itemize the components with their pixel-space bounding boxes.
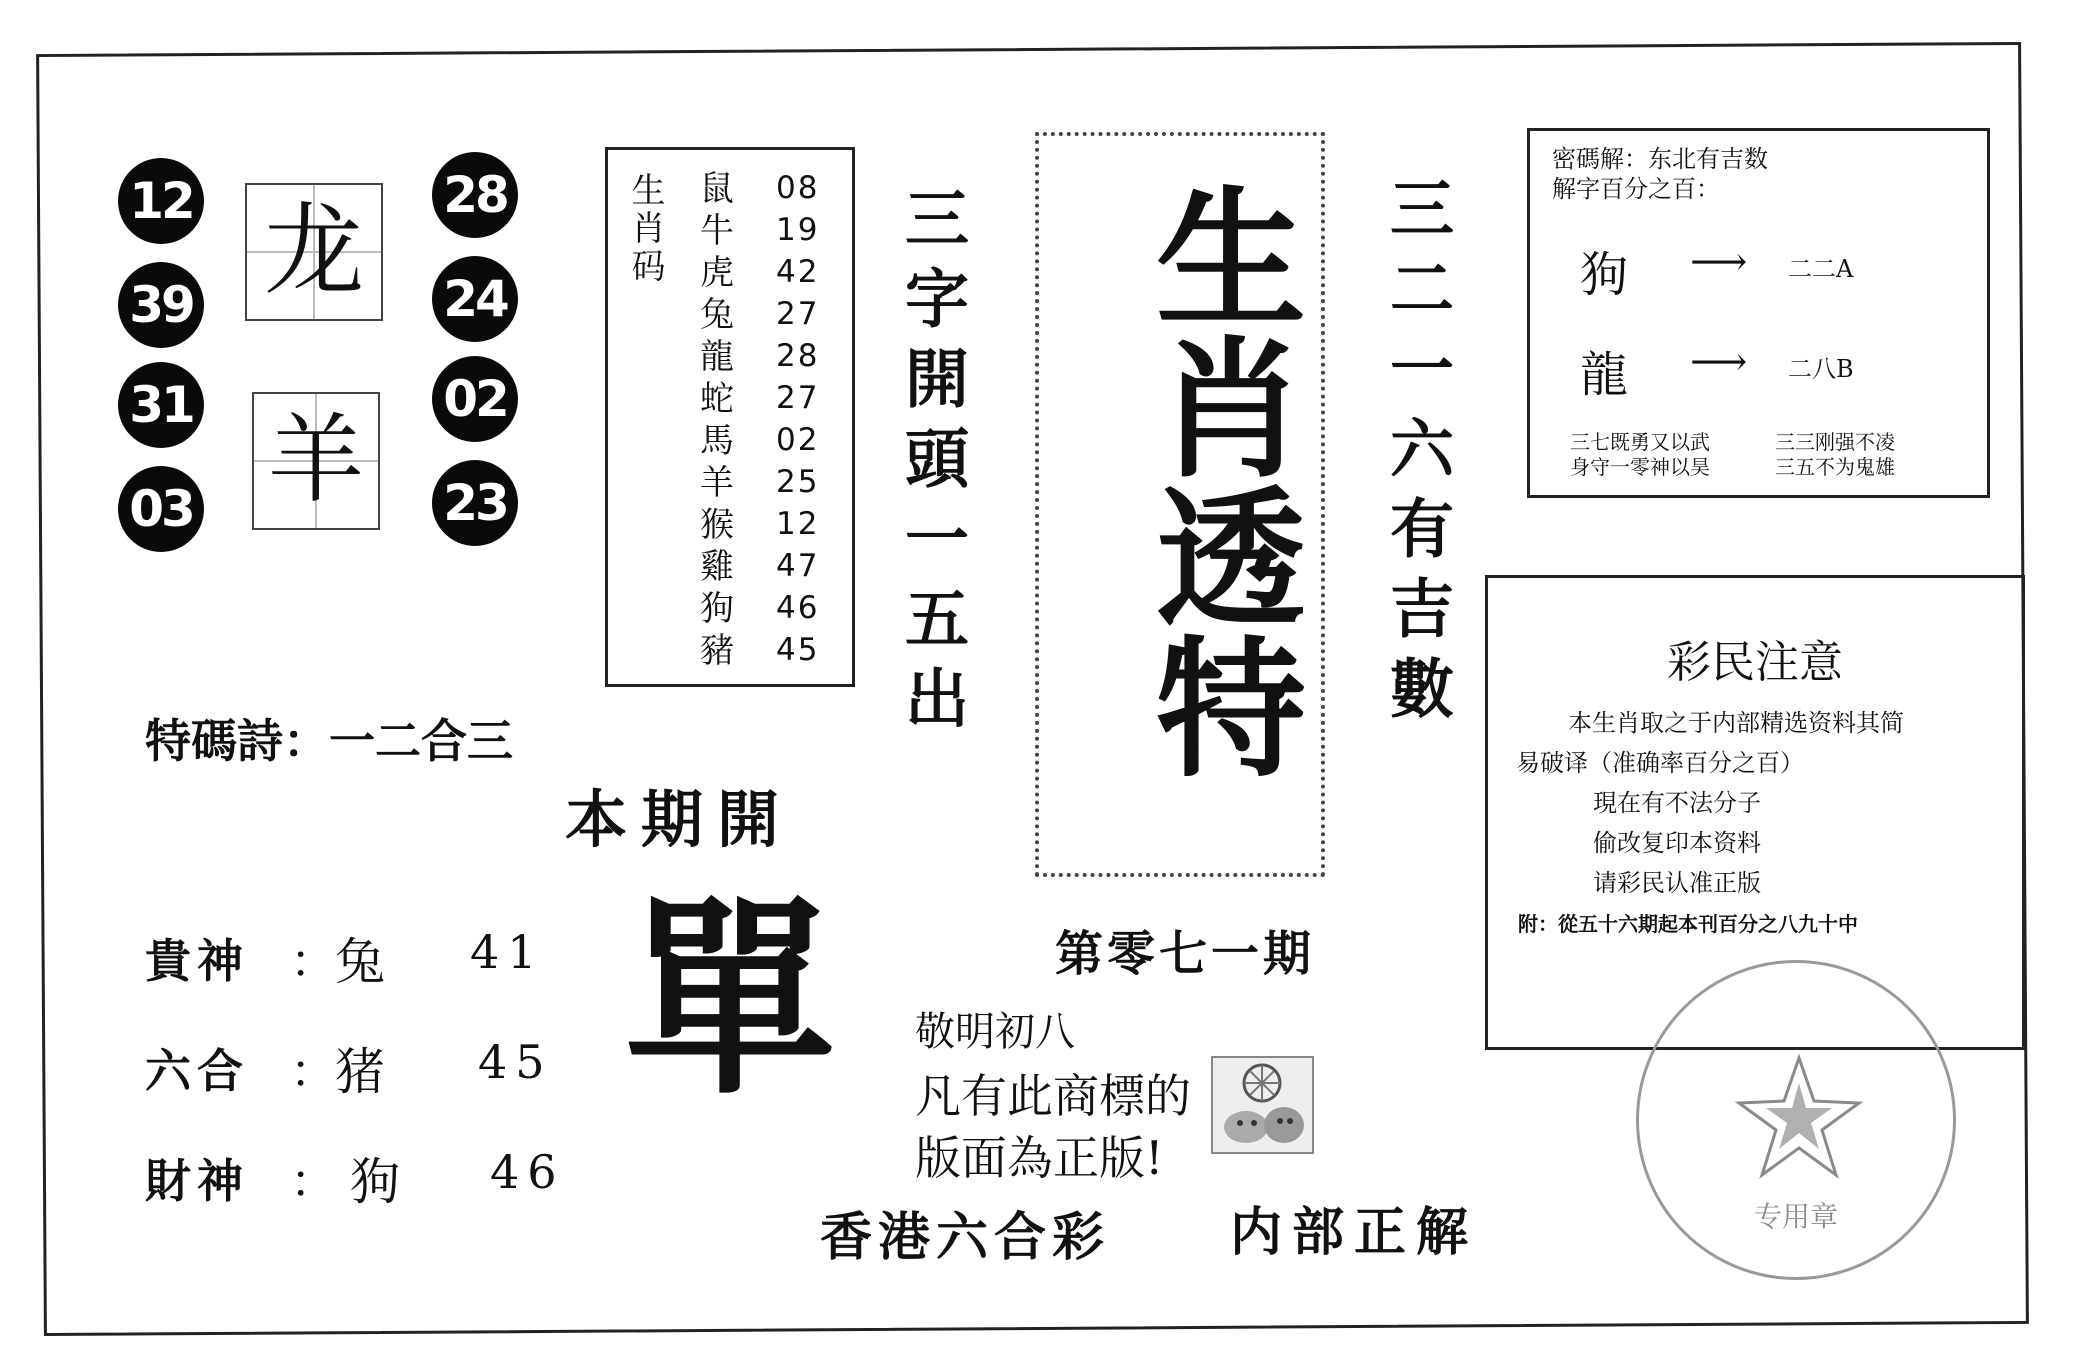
deity-animal: 猪 xyxy=(335,1043,385,1101)
deity-sep: ： xyxy=(290,934,336,988)
animal: 馬 xyxy=(700,421,738,461)
notice-line: 現在有不法分子 xyxy=(1593,789,1761,817)
zodiac-number-table xyxy=(605,147,855,687)
number-ball: 03 xyxy=(118,466,204,552)
number-ball: 24 xyxy=(432,256,518,342)
animal: 猴 xyxy=(700,505,738,545)
animal: 兔 xyxy=(700,295,738,335)
notice-line: 易破译（准确率百分之百） xyxy=(1516,749,1804,777)
trademark-logo-icon xyxy=(1210,1055,1315,1155)
trademark-line-1: 凡有此商標的 xyxy=(915,1069,1191,1123)
notice-line: 偷改复印本资料 xyxy=(1593,829,1761,857)
code-value: 二二A xyxy=(1788,255,1854,283)
zodiac-box-goat xyxy=(252,392,380,530)
deity-animal: 兔 xyxy=(335,933,385,991)
notice-footnote: 附：從五十六期起本刊百分之八九十中 xyxy=(1518,912,1858,936)
deity-number: 46 xyxy=(490,1145,565,1199)
zodiac-char: 羊 xyxy=(268,404,364,516)
zodiac-number: 27 xyxy=(776,296,820,332)
animal: 牛 xyxy=(700,211,738,251)
number-ball: 23 xyxy=(432,460,518,546)
notice-line: 请彩民认准正版 xyxy=(1593,869,1761,897)
number-ball: 12 xyxy=(118,158,204,244)
zodiac-number: 46 xyxy=(776,590,820,626)
trademark-line-2: 版面為正版! xyxy=(915,1131,1164,1185)
animal: 豬 xyxy=(700,631,738,671)
animal: 鼠 xyxy=(700,169,738,209)
zodiac-number: 12 xyxy=(776,506,820,542)
notice-title: 彩民注意 xyxy=(1667,637,1843,688)
deity-sep: ： xyxy=(290,1044,336,1098)
deity-animal: 狗 xyxy=(350,1153,400,1211)
zodiac-char: 龙 xyxy=(264,192,364,309)
number-ball: 02 xyxy=(432,356,518,442)
deity-label: 六合 xyxy=(145,1044,249,1098)
main-title: 生肖透特 xyxy=(1130,180,1306,780)
arrow-icon: ⟶ xyxy=(1690,239,1748,285)
number-ball: 28 xyxy=(432,152,518,238)
official-stamp xyxy=(1636,960,1956,1280)
left-vertical-phrase: 三字開頭一五出 xyxy=(894,185,968,745)
footer-left: 香港六合彩 xyxy=(820,1208,1111,1268)
deity-number: 45 xyxy=(478,1035,553,1089)
zodiac-number: 28 xyxy=(776,338,820,374)
zodiac-number: 02 xyxy=(776,422,820,458)
animal: 蛇 xyxy=(700,379,738,419)
code-line-2: 解字百分之百： xyxy=(1552,175,1720,203)
code-char: 狗 xyxy=(1580,247,1629,303)
star-icon xyxy=(1734,1053,1864,1183)
code-interpretation-box xyxy=(1527,128,1990,498)
verse-line: 三三刚强不凌 xyxy=(1775,430,1895,454)
deity-label: 財神 xyxy=(145,1154,249,1208)
zodiac-number: 42 xyxy=(776,254,820,290)
special-code-poem: 特碼詩：一二合三 xyxy=(145,714,513,768)
deity-sep: ： xyxy=(290,1154,336,1208)
verse-line: 三五不为鬼雄 xyxy=(1775,455,1895,479)
number-ball: 31 xyxy=(118,362,204,448)
code-value: 二八B xyxy=(1788,355,1854,383)
zodiac-number: 47 xyxy=(776,548,820,584)
right-vertical-phrase: 三二一六有吉數 xyxy=(1379,175,1453,735)
verse-line: 三七既勇又以武 xyxy=(1570,430,1710,454)
zodiac-number: 27 xyxy=(776,380,820,416)
zodiac-number: 08 xyxy=(776,170,820,206)
stamp-text: 专用章 xyxy=(1753,1200,1838,1233)
animal: 虎 xyxy=(700,253,738,293)
trademark-line-0: 敬明初八 xyxy=(915,1009,1075,1055)
animal: 狗 xyxy=(700,589,738,629)
code-char: 龍 xyxy=(1580,347,1629,403)
footer-right: 内部正解 xyxy=(1230,1203,1479,1263)
notice-line: 本生肖取之于内部精选资料其简 xyxy=(1568,709,1904,737)
verse-line: 身守一零神以昊 xyxy=(1570,455,1710,479)
issue-number: 第零七一期 xyxy=(1055,926,1316,982)
deity-number: 41 xyxy=(470,925,545,979)
zodiac-number: 19 xyxy=(776,212,820,248)
animal: 雞 xyxy=(700,547,738,587)
deity-label: 貴神 xyxy=(145,934,249,988)
number-ball: 39 xyxy=(118,262,204,348)
arrow-icon: ⟶ xyxy=(1690,339,1748,385)
animal: 羊 xyxy=(700,463,738,503)
this-issue-label: 本期開 xyxy=(565,783,794,856)
code-line-1: 密碼解：东北有吉数 xyxy=(1552,145,1768,173)
zodiac-table-heading: 生肖码 xyxy=(625,172,665,286)
zodiac-number: 25 xyxy=(776,464,820,500)
single-char: 單 xyxy=(625,876,836,1123)
animal: 龍 xyxy=(700,337,738,377)
zodiac-box-dragon xyxy=(245,183,383,321)
zodiac-number: 45 xyxy=(776,632,820,668)
